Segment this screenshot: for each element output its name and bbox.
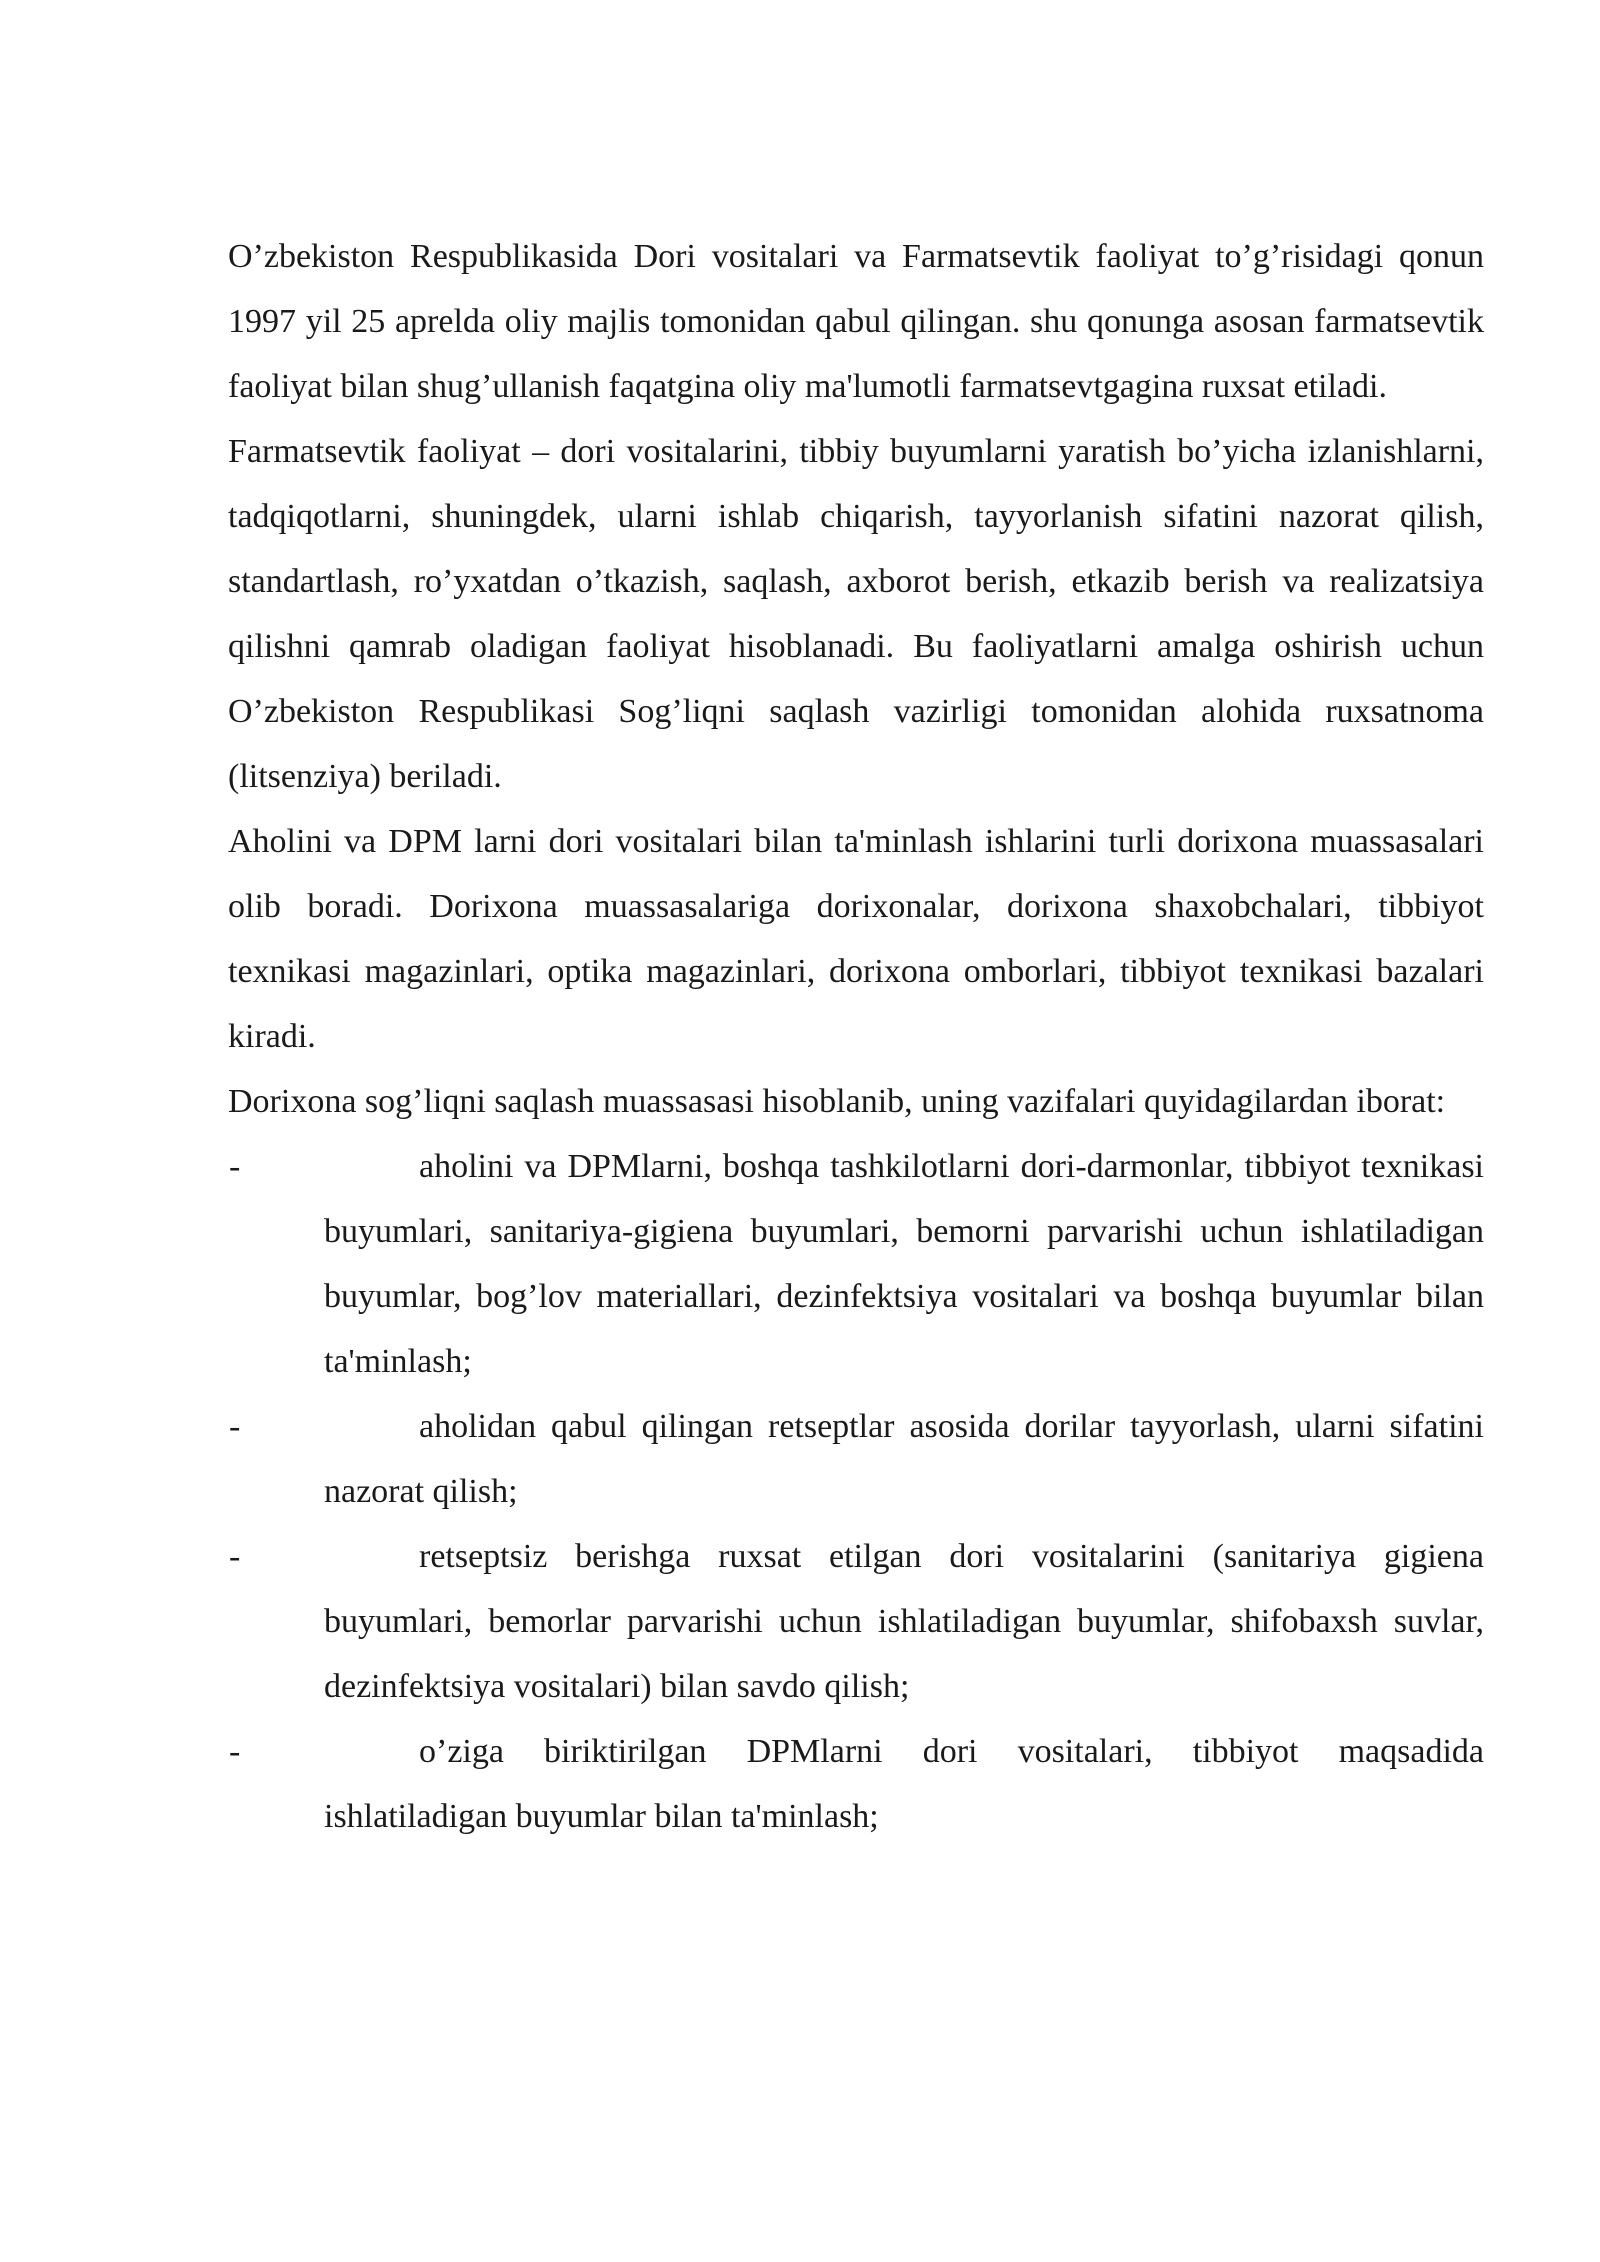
list-item-text: aholidan qabul qilingan retseptlar asosida dorilar tayyorlash, ularni sifatini nazorat qilish; — [324, 1408, 1484, 1510]
list-item-text: retseptsiz berishga ruxsat etilgan dori vositalarini (sanitariya gigiena buyumlari, bemorlar parvarishi uchun ishlatiladigan buyumlar, shifobaxsh suvlar, dezinfektsiya vositalari) bilan savdo qilish; — [324, 1538, 1484, 1705]
list-marker: - — [229, 1408, 241, 1445]
list-marker: - — [229, 1733, 241, 1770]
document-page — [228, 224, 1484, 1849]
paragraph-pharmacy-institutions: Aholini va DPM larni dori vositalari bilan ta'minlash ishlarini turli dorixona muassasalari olib boradi. Dorixona muassasalariga dorixonalar, dorixona shaxobchalari, tibbiyot texnikasi magazinlari, optika magazinlari, dorixona omborlari, tibbiyot texnikasi bazalari kiradi. — [228, 823, 1484, 1055]
list-item — [229, 1394, 1484, 1524]
list-marker: - — [229, 1538, 241, 1575]
list-item-text: aholini va DPMlarni, boshqa tashkilotlarni dori-darmonlar, tibbiyot texnikasi buyumlari, sanitariya-gigiena buyumlari, bemorni parvarishi uchun ishlatiladigan buyumlar, bog’lov materiallari, dezinfektsiya vositalari va boshqa buyumlar bilan ta'minlash; — [324, 1148, 1484, 1380]
list-item — [229, 1134, 1484, 1394]
paragraph-pharmacy-tasks-intro: Dorixona sog’liqni saqlash muassasasi hisoblanib, uning vazifalari quyidagilardan iborat: — [228, 1083, 1446, 1120]
list-item — [229, 1524, 1484, 1719]
paragraph-law: O’zbekiston Respublikasida Dori vositalari va Farmatsevtik faoliyat to’g’risidagi qonun 1997 yil 25 aprelda oliy majlis tomonidan qabul qilingan. shu qonunga asosan farmatsevtik faoliyat bilan shug’ullanish faqatgina oliy ma'lumotli farmatsevtgagina ruxsat etiladi. — [228, 238, 1484, 405]
list-marker: - — [229, 1148, 241, 1185]
list-item — [229, 1719, 1484, 1849]
list-item-text: o’ziga biriktirilgan DPMlarni dori vositalari, tibbiyot maqsadida ishlatiladigan buyumlar bilan ta'minlash; — [324, 1733, 1484, 1835]
tasks-list — [228, 1134, 1484, 1849]
paragraph-pharmaceutical-activity: Farmatsevtik faoliyat – dori vositalarini, tibbiy buyumlarni yaratish bo’yicha izlanishlarni, tadqiqotlarni, shuningdek, ularni ishlab chiqarish, tayyorlanish sifatini nazorat qilish, standartlash, ro’yxatdan o’tkazish, saqlash, axborot berish, etkazib berish va realizatsiya qilishni qamrab oladigan faoliyat hisoblanadi. Bu faoliyatlarni amalga oshirish uchun O’zbekiston Respublikasi Sog’liqni saqlash vazirligi tomonidan alohida ruxsatnoma (litsenziya) beriladi. — [228, 433, 1484, 795]
